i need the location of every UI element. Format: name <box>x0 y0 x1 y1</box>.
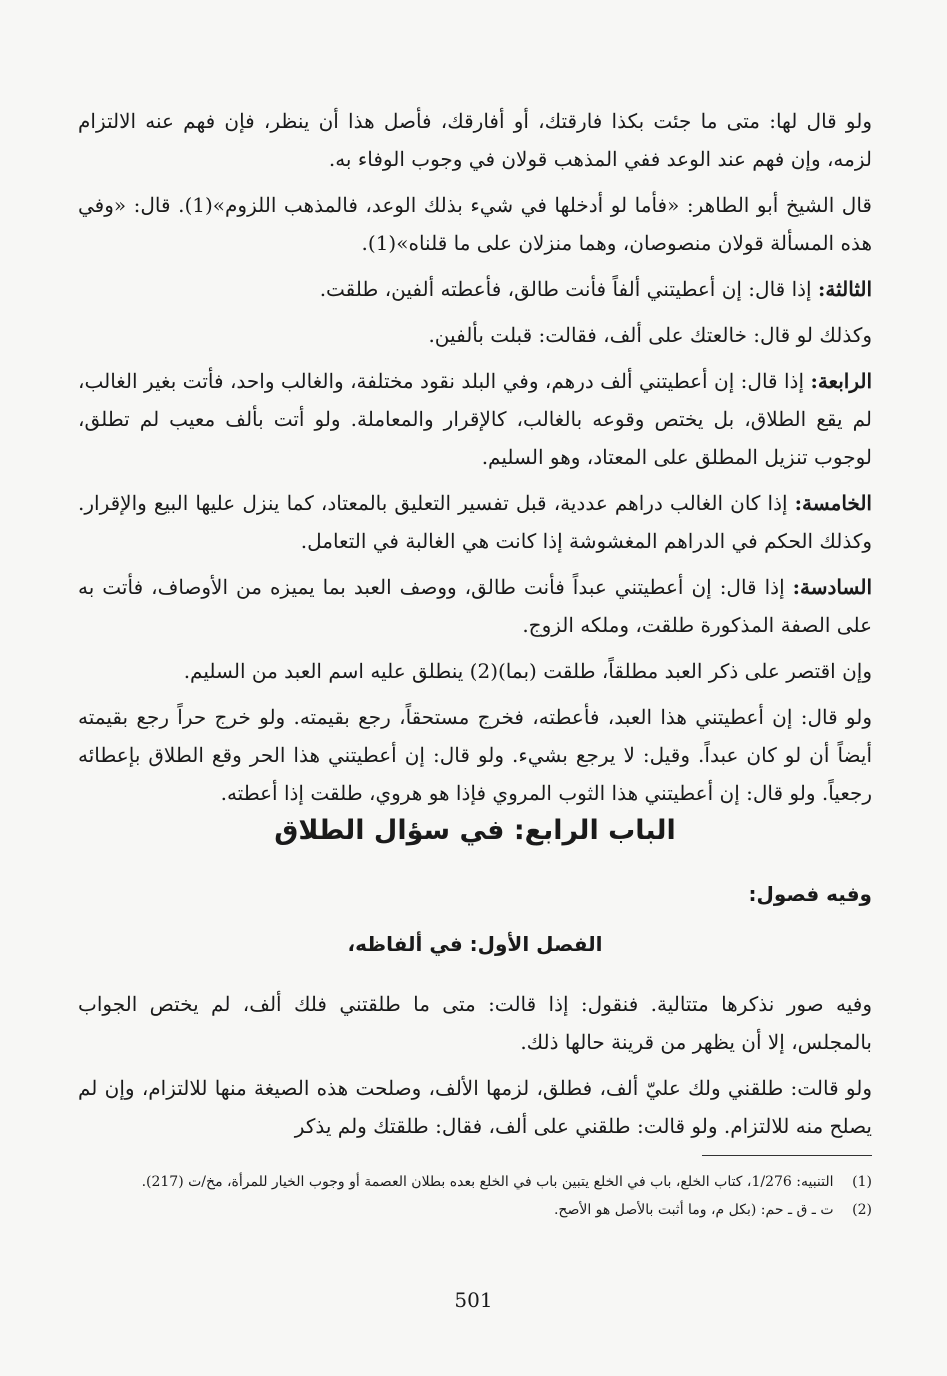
paragraph <box>78 698 872 812</box>
page-number: 501 <box>454 1288 493 1312</box>
sections-heading: وفيه فصول: <box>748 882 872 906</box>
paragraph <box>78 652 872 690</box>
paragraph <box>78 484 872 560</box>
paragraph-lead: السادسة: <box>792 575 872 599</box>
paragraph <box>78 186 872 262</box>
footnote <box>78 1168 872 1196</box>
paragraph-text: إذا قال: إن أعطيتني عبداً فأنت طالق، ووصف العبد بما يميزه من الأوصاف، فأتت به على الصفة المذكورة طلقت، وملكه الزوج. <box>78 575 872 637</box>
footnote-number: (2) <box>852 1202 872 1218</box>
paragraph-lead: الثالثة: <box>817 277 872 301</box>
paragraph <box>78 102 872 178</box>
footnote-text: ت ـ ق ـ حم: (بكل م، وما أثبت بالأصل هو الأصح. <box>553 1202 834 1218</box>
paragraph-text: قال الشيخ أبو الطاهر: «فأما لو أدخلها في شيء بذلك الوعد، فالمذهب اللزوم»(1). قال: «وفي هذه المسألة قولان منصوصان، وهما منزلان على ما قلناه»(1). <box>78 193 872 255</box>
paragraph-text: ولو قال لها: متى ما جئت بكذا فارقتك، أو أفارقك، فأصل هذا أن ينظر، فإن فهم عنه الالتزام لزمه، وإن فهم عند الوعد ففي المذهب قولان في وجوب الوفاء به. <box>78 109 872 171</box>
paragraph <box>78 1069 872 1145</box>
paragraph-text: وكذلك لو قال: خالعتك على ألف، فقالت: قبلت بألفين. <box>428 323 872 347</box>
paragraph-text: ولو قال: إن أعطيتني هذا العبد، فأعطته، فخرج مستحقاً، رجع بقيمته. ولو خرج حراً رجع بقيمته أيضاً أن لو كان عبداً. وقيل: لا يرجع بشيء. ولو قال: إن أعطيتني هذا الحر وقع الطلاق بإعطائه رجعياً. ولو قال: إن أعطيتني هذا الثوب المروي فإذا هو هروي، طلقت إذا أعطته. <box>78 705 873 805</box>
paragraph <box>78 985 872 1061</box>
paragraph <box>78 362 872 476</box>
footnotes <box>78 1168 872 1224</box>
paragraph-lead: الخامسة: <box>794 491 872 515</box>
paragraph <box>78 270 872 308</box>
footnote-text: التنبيه: 1/276، كتاب الخلع، باب في الخلع يتبين باب في الخلع بعده بطلان العصمة أو وجوب الخيار للمرأة، مخ/ت (217). <box>141 1174 834 1190</box>
chapter-heading: الباب الرابع: في سؤال الطلاق <box>274 815 676 846</box>
footnote-number: (1) <box>852 1174 872 1190</box>
section-heading: الفصل الأول: في ألفاظه، <box>347 932 603 956</box>
paragraph-text: إذا كان الغالب دراهم عددية، قبل تفسير التعليق بالمعتاد، كما ينزل عليها البيع والإقرار. وكذلك الحكم في الدراهم المغشوشة إذا كانت هي الغالبة في التعامل. <box>78 491 872 553</box>
paragraph <box>78 316 872 354</box>
main-text-lower <box>78 985 872 1153</box>
footnote-divider <box>702 1155 872 1156</box>
paragraph-text: إذا قال: إن أعطيتني ألفاً فأنت طالق، فأعطته ألفين، طلقت. <box>319 277 812 301</box>
paragraph-text: وفيه صور نذكرها متتالية. فنقول: إذا قالت: متى ما طلقتني فلك ألف، لم يختص الجواب بالمجلس، إلا أن يظهر من قرينة حالها ذلك. <box>78 992 872 1054</box>
paragraph-lead: الرابعة: <box>810 369 873 393</box>
main-text-upper <box>78 102 872 820</box>
footnote <box>78 1196 872 1224</box>
paragraph-text: وإن اقتصر على ذكر العبد مطلقاً، طلقت (بما)(2) ينطلق عليه اسم العبد من السليم. <box>183 659 872 683</box>
paragraph-text: إذا قال: إن أعطيتني ألف درهم، وفي البلد نقود مختلفة، والغالب واحد، فأتت بغير الغالب، لم يقع الطلاق، بل يختص وقوعه بالغالب، كالإقرار والمعاملة. ولو أتت بألف معيب لم تطلق، لوجوب تنزيل المطلق على المعتاد، وهو السليم. <box>78 369 872 469</box>
paragraph-text: ولو قالت: طلقني ولك عليّ ألف، فطلق، لزمها الألف، وصلحت هذه الصيغة منها للالتزام، وإن لم يصلح منه للالتزام. ولو قالت: طلقني على ألف، فقال: طلقتك ولم يذكر <box>78 1076 872 1138</box>
paragraph <box>78 568 872 644</box>
